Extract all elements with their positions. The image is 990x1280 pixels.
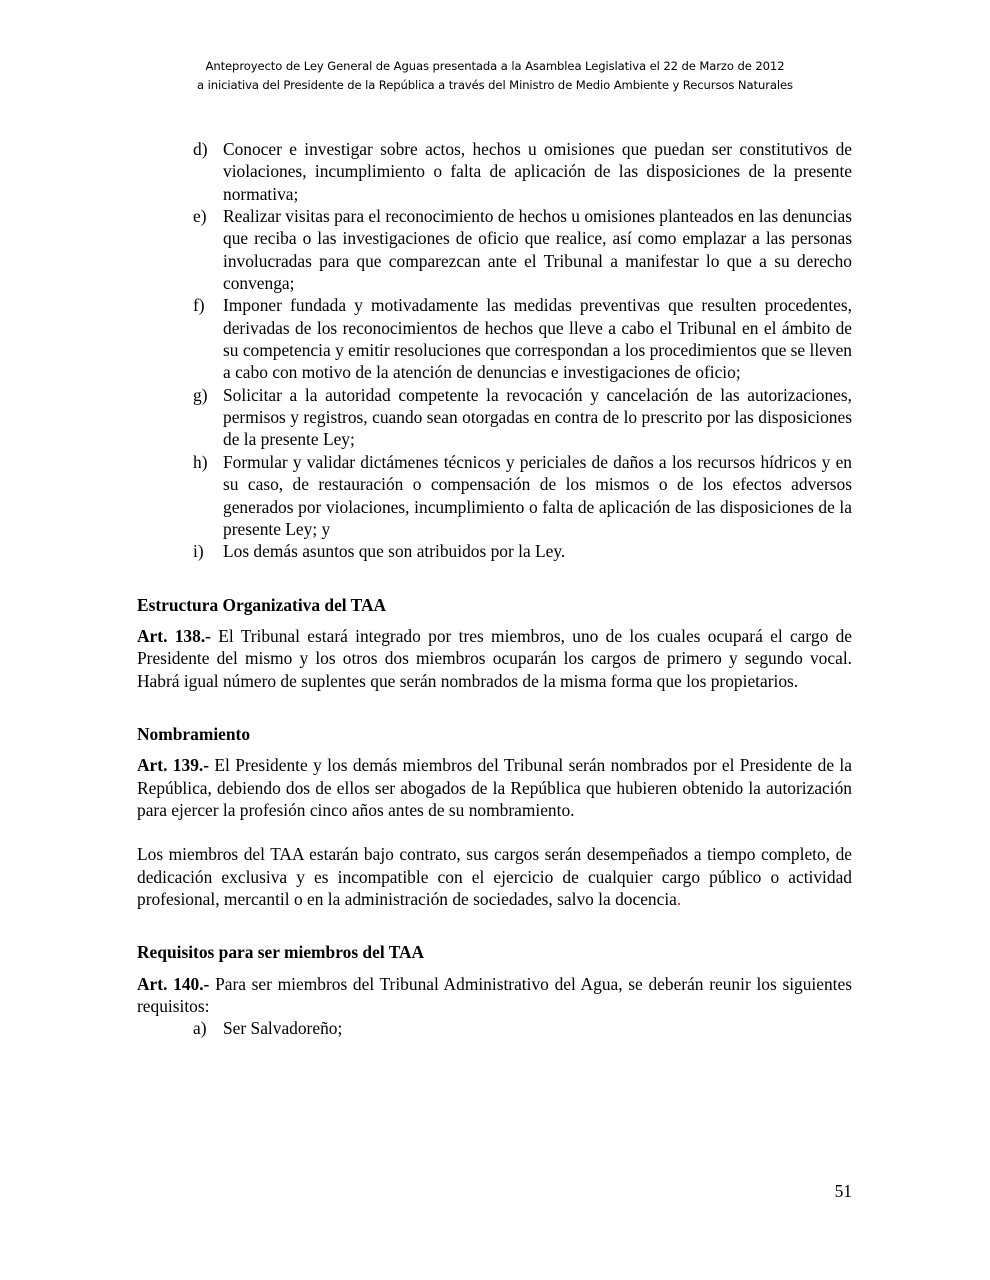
paragraph-taa-members bbox=[137, 843, 852, 910]
list-marker: a) bbox=[193, 1018, 207, 1039]
list-marker: h) bbox=[193, 451, 208, 472]
list-item bbox=[193, 205, 852, 294]
article-label: Art. 139.- bbox=[137, 755, 210, 776]
article-label: Art. 140.- bbox=[137, 973, 210, 994]
article-text: El Tribunal estará integrado por tres miembros, uno de los cuales ocupará el cargo de Presidente del mismo y los otros dos miembros ocuparán los cargos de primero y segundo vocal. Habrá igual número de suplentes que serán nombrados de la misma forma que los propietarios. bbox=[137, 625, 852, 691]
header-line-1: Anteproyecto de Ley General de Aguas presentada a la Asamblea Legislativa el 22 de Marzo de 2012 bbox=[205, 59, 785, 73]
list-marker: i) bbox=[193, 541, 204, 562]
section-heading-requisitos: Requisitos para ser miembros del TAA bbox=[137, 942, 425, 963]
article-label: Art. 138.- bbox=[137, 625, 211, 646]
list-item bbox=[193, 451, 852, 540]
list-item bbox=[193, 384, 852, 451]
section-heading-estructura: Estructura Organizativa del TAA bbox=[137, 594, 387, 615]
page-number: 51 bbox=[834, 1181, 852, 1201]
requirements-list bbox=[193, 1017, 852, 1039]
article-140 bbox=[137, 973, 852, 1018]
article-139 bbox=[137, 754, 852, 821]
list-item-text: Imponer fundada y motivadamente las medidas preventivas que resulten procedentes, derivadas de los reconocimientos de hechos que lleve a cabo el Tribunal en el ámbito de su competencia y emitir resoluciones que correspondan a los procedimientos que se lleven a cabo con motivo de la atención de denuncias e investigaciones de oficio; bbox=[223, 295, 852, 383]
page-header bbox=[0, 57, 990, 95]
paragraph-end-mark: . bbox=[676, 888, 682, 909]
list-item-text: Conocer e investigar sobre actos, hechos u omisiones que puedan ser constitutivos de violaciones, incumplimiento o falta de aplicación de las disposiciones de la presente normativa; bbox=[223, 139, 852, 204]
list-marker: f) bbox=[193, 295, 205, 316]
list-item bbox=[193, 540, 852, 562]
list-item-text: Realizar visitas para el reconocimiento de hechos u omisiones planteados en las denuncias que reciba o las investigaciones de oficio que realice, así como emplazar a las personas involucradas para que comparezcan ante el Tribunal a manifestar lo que a su derecho convenga; bbox=[223, 206, 852, 294]
list-marker: e) bbox=[193, 206, 207, 227]
list-item-text: Formular y validar dictámenes técnicos y periciales de daños a los recursos hídricos y en su caso, de restauración o compensación de los mismos o de los efectos adversos generados por violaciones, incumplimiento o falta de aplicación de las disposiciones de la presente Ley; y bbox=[223, 451, 852, 539]
list-item bbox=[193, 294, 852, 383]
attributions-list bbox=[193, 138, 852, 563]
list-item bbox=[193, 1017, 852, 1039]
paragraph-text: Los miembros del TAA estarán bajo contrato, sus cargos serán desempeñados a tiempo completo, de dedicación exclusiva y es incompatible con el ejercicio de cualquier cargo público o actividad profesional, mercantil o en la administración de sociedades, salvo la docencia bbox=[137, 844, 852, 909]
article-text: Para ser miembros del Tribunal Administrativo del Agua, se deberán reunir los siguientes requisitos: bbox=[137, 973, 852, 1016]
article-text: El Presidente y los demás miembros del Tribunal serán nombrados por el Presidente de la República, debiendo dos de ellos ser abogados de la República que hubieren obtenido la autorización para ejercer la profesión cinco años antes de su nombramiento. bbox=[137, 755, 852, 820]
header-line-2: a iniciativa del Presidente de la República a través del Ministro de Medio Ambiente y Recursos Naturales bbox=[197, 78, 793, 92]
list-item bbox=[193, 138, 852, 205]
list-item-text: Solicitar a la autoridad competente la revocación y cancelación de las autorizaciones, permisos y registros, cuando sean otorgadas en contra de lo prescrito por las disposiciones de la presente Ley; bbox=[223, 384, 852, 450]
list-marker: d) bbox=[193, 139, 208, 159]
list-item-text: Los demás asuntos que son atribuidos por la Ley. bbox=[223, 541, 566, 562]
document-body bbox=[137, 138, 852, 1040]
article-138 bbox=[137, 625, 852, 692]
list-item-text: Ser Salvadoreño; bbox=[223, 1018, 343, 1039]
list-marker: g) bbox=[193, 384, 208, 405]
section-heading-nombramiento: Nombramiento bbox=[137, 723, 251, 744]
